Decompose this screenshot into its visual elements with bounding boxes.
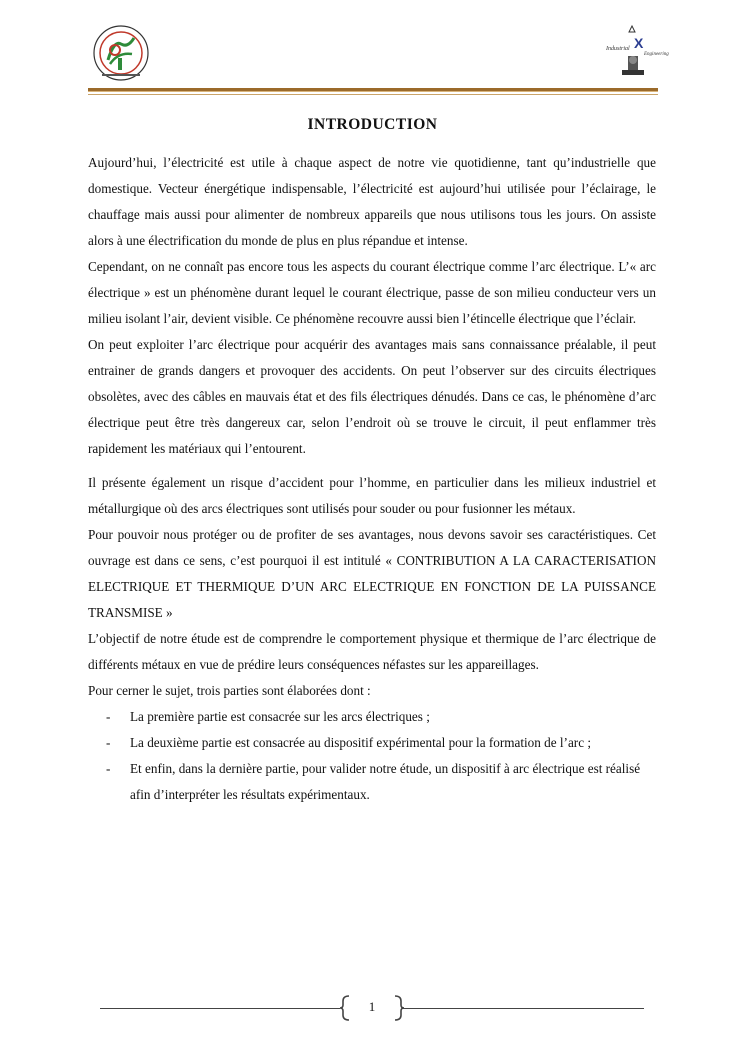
list-item-text: La première partie est consacrée sur les arcs électriques ; (130, 709, 430, 724)
list-item-text: La deuxième partie est consacrée au dispositif expérimental pour la formation de l’arc ; (130, 735, 592, 750)
page-title: INTRODUCTION (307, 116, 438, 133)
paragraph-2: Cependant, on ne connaît pas encore tous les aspects du courant électrique comme l’arc électrique. L’« arc électrique » est un phénomène durant lequel le courant électrique, passe de son milieu conducteur vers un milieu isolant l’air, devient visible. Ce phénomène recouvre aussi bien l’étincelle électrique que l’éclair. (88, 259, 656, 326)
svg-text:Engineering: Engineering (644, 52, 669, 57)
list-item-text: Et enfin, dans la dernière partie, pour valider notre étude, un dispositif à arc électrique est réalisé afin d’interpréter les résultats expérimentaux. (130, 761, 641, 802)
paragraph-4: Il présente également un risque d’accident pour l’homme, en particulier dans les milieux industriel et métallurgique où des arcs électriques sont utilisés pour souder ou pour fusionner les métaux. (88, 475, 656, 516)
engineering-logo (604, 22, 669, 84)
svg-text:X: X (634, 35, 644, 51)
paragraph-3: On peut exploiter l’arc électrique pour acquérir des avantages mais sans connaissance préalable, il peut entrainer de grands dangers et provoquer des accidents. On peut l’observer sur des circuits électriques obsolètes, avec des câbles en mauvais état et des fils électriques dénudés. Dans ce cas, le phénomène d’arc électrique peut être très dangereux car, selon l’endroit où se trouve le circuit, il peut enflammer très rapidement les matériaux qui l’entourent. (88, 337, 656, 456)
list-item (88, 756, 656, 808)
footer-rule-right (402, 1008, 644, 1009)
paragraph-5: Pour pouvoir nous protéger ou de profiter de ses avantages, nous devons savoir ses caractéristiques. Cet ouvrage est dans ce sens, c’est pourquoi il est intitulé « CONTRIBUTION A LA CARACTERISATION ELECTRIQUE ET THERMIQUE D’UN ARC ELECTRIQUE EN FONCTION DE LA PUISSANCE TRANSMISE » (88, 527, 656, 620)
parts-list (88, 704, 656, 808)
page-number: 1 (368, 999, 376, 1014)
university-logo (92, 24, 150, 82)
header-rule-thin (88, 94, 658, 95)
paragraph-7: Pour cerner le sujet, trois parties sont élaborées dont : (88, 683, 371, 698)
document-body (88, 150, 656, 808)
svg-text:Industrial: Industrial (606, 46, 630, 52)
paragraph-6: L’objectif de notre étude est de comprendre le comportement physique et thermique de l’arc électrique de différents métaux en vue de prédire leurs conséquences néfastes sur les appareillages. (88, 631, 656, 672)
paragraph-1: Aujourd’hui, l’électricité est utile à chaque aspect de notre vie quotidienne, tant qu’industrielle que domestique. Vecteur énergétique indispensable, l’électricité est aujourd’hui utilisée pour l’éclairage, le chauffage mais aussi pour alimenter de nombreux appareils que nous utilisons tous les jours. On assiste alors à une électrification du monde de plus en plus répandue et intense. (88, 155, 656, 248)
footer-brace-left-icon (338, 994, 352, 1022)
footer-brace-right-icon (392, 994, 406, 1022)
list-item (88, 704, 656, 730)
header-rule (88, 88, 658, 92)
list-item (88, 730, 656, 756)
bullet-dash: - (106, 709, 111, 724)
bullet-dash: - (106, 761, 111, 776)
footer-rule-left (100, 1008, 340, 1009)
bullet-dash: - (106, 735, 111, 750)
